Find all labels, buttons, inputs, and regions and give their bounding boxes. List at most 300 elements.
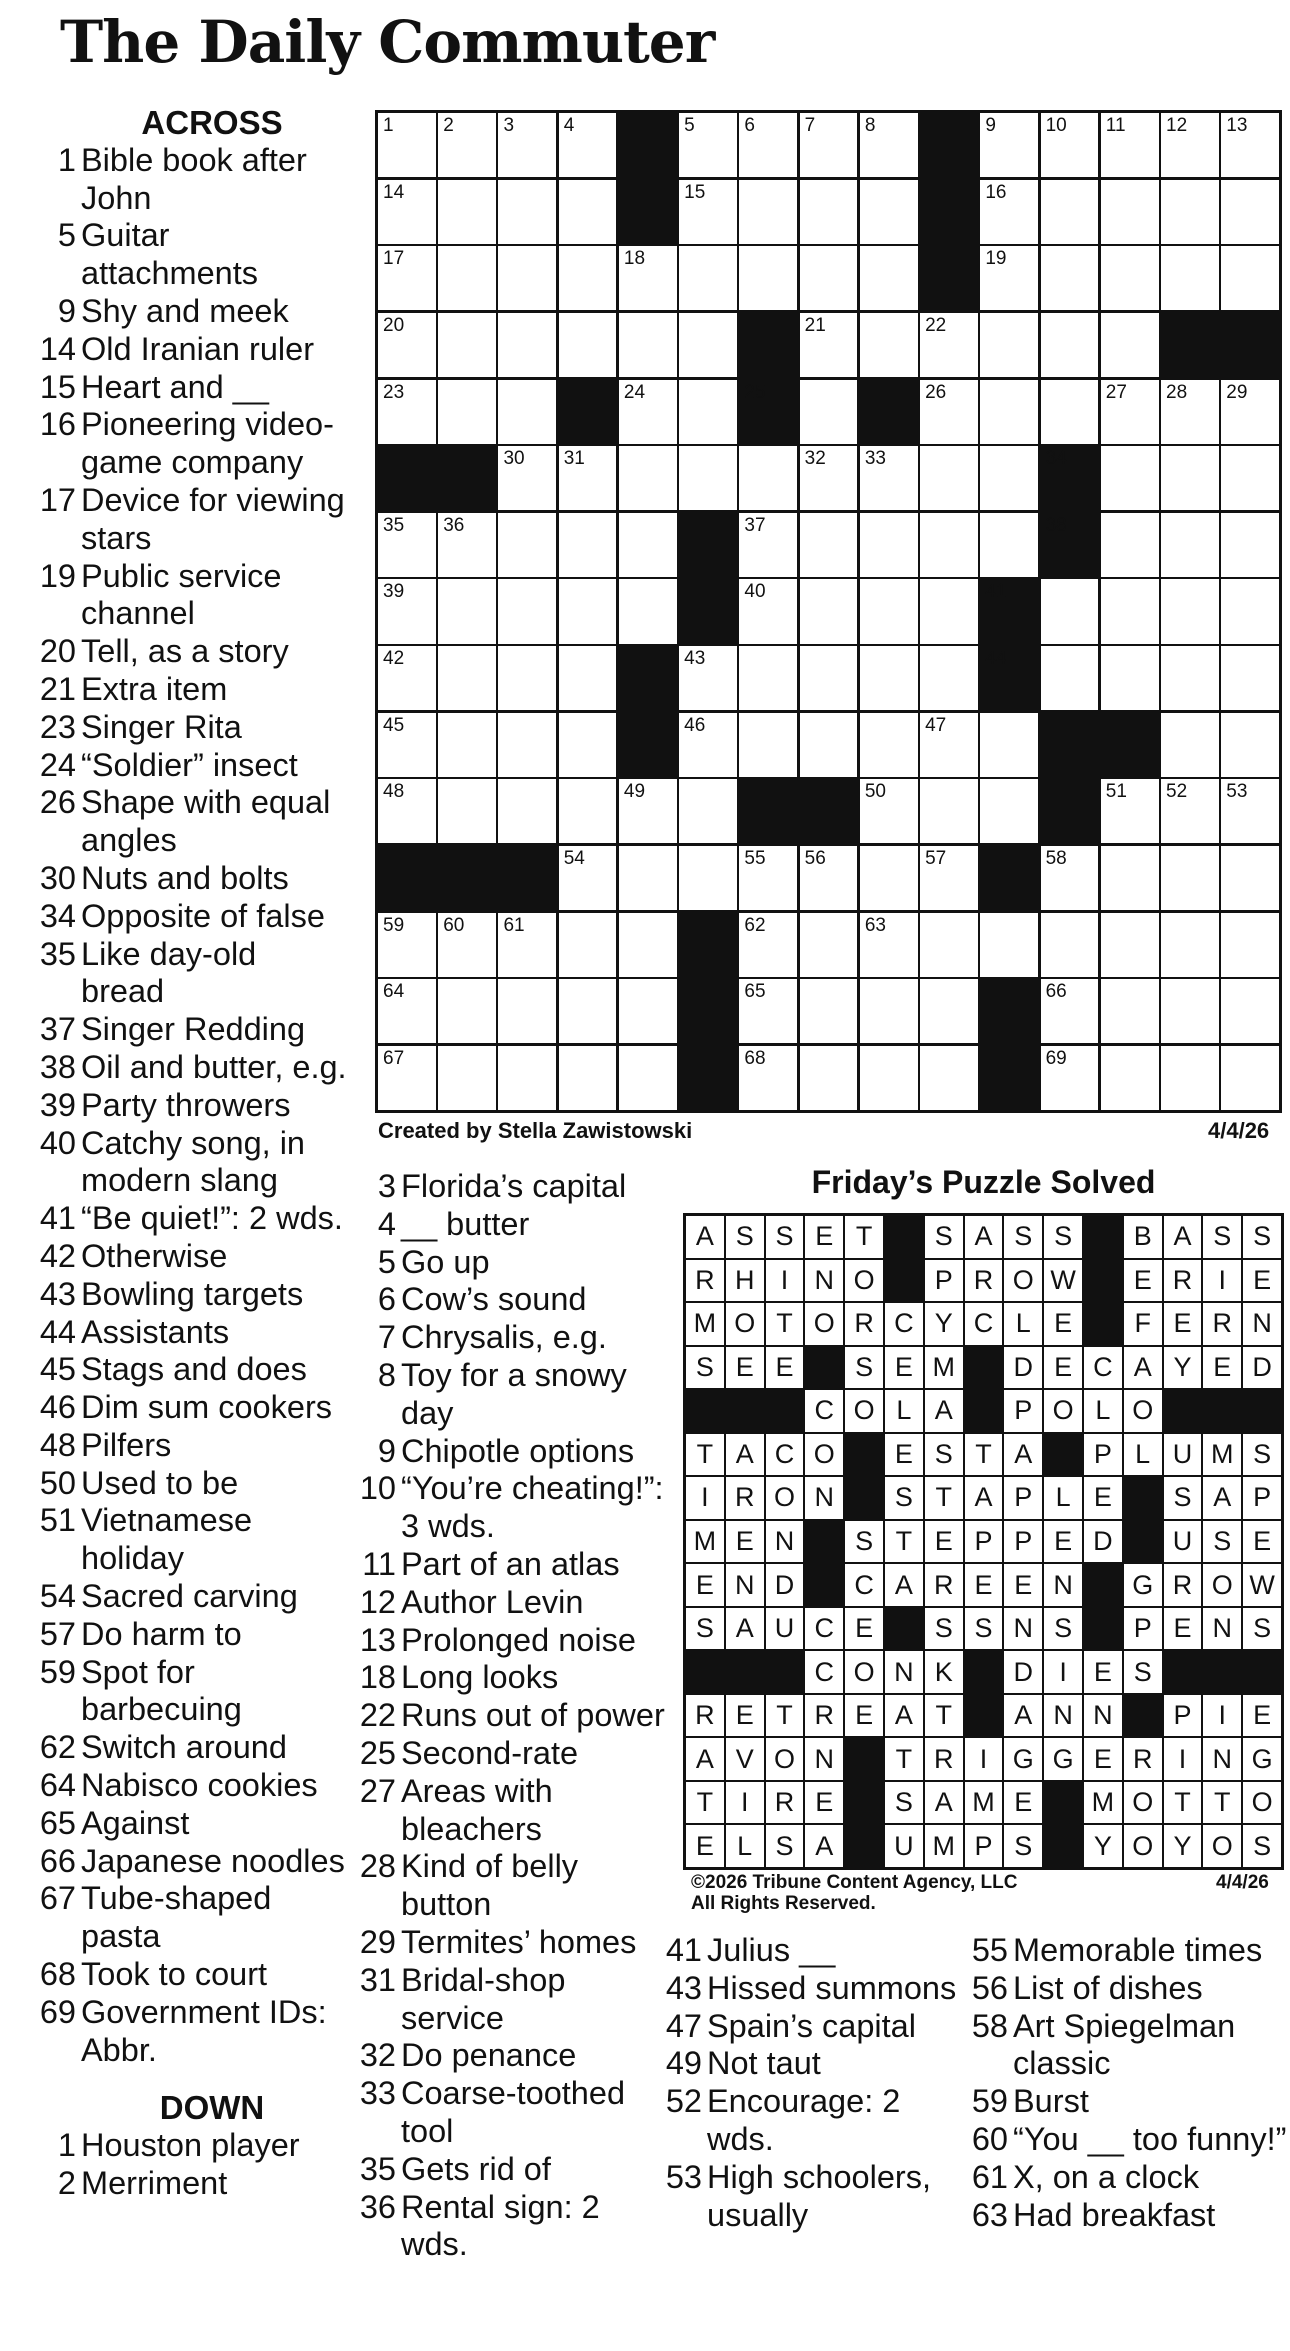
solution-cell: A [1004, 1434, 1042, 1476]
grid-cell[interactable] [378, 646, 436, 710]
grid-cell[interactable] [498, 446, 556, 510]
grid-cell[interactable] [980, 446, 1038, 510]
grid-cell[interactable] [498, 713, 556, 777]
grid-cell[interactable] [739, 913, 797, 977]
grid-cell[interactable] [1101, 646, 1159, 710]
clue-number: 34 [39, 897, 76, 934]
grid-cell[interactable] [438, 513, 496, 577]
clue-number: 67 [39, 1880, 76, 1917]
grid-cell[interactable] [1041, 846, 1099, 910]
grid-cell[interactable] [860, 446, 918, 510]
grid-cell[interactable] [860, 113, 918, 177]
solution-cell: E [1164, 1608, 1202, 1650]
grid-cell[interactable] [860, 246, 918, 310]
grid-cell[interactable] [1161, 713, 1219, 777]
clue-text: Do harm to [81, 1615, 242, 1652]
grid-cell[interactable] [1221, 513, 1279, 577]
grid-cell[interactable] [739, 246, 797, 310]
solution-cell: T [766, 1695, 804, 1737]
grid-cell[interactable] [679, 313, 737, 377]
grid-cell[interactable] [800, 979, 858, 1043]
solution-cell: R [845, 1303, 883, 1345]
cell-number: 21 [804, 314, 826, 336]
grid-cell[interactable] [378, 246, 436, 310]
grid-cell[interactable] [559, 1046, 617, 1110]
grid-cell[interactable] [679, 779, 737, 843]
grid-cell[interactable] [559, 246, 617, 310]
grid-cell[interactable] [800, 1046, 858, 1110]
across-clue-39 [38, 1087, 348, 1125]
grid-cell[interactable] [498, 246, 556, 310]
grid-cell[interactable] [1161, 1046, 1219, 1110]
grid-cell[interactable] [559, 313, 617, 377]
across-clue-66 [38, 1843, 348, 1881]
grid-cell[interactable] [1221, 979, 1279, 1043]
grid-cell[interactable] [1041, 246, 1099, 310]
grid-cell[interactable] [1221, 180, 1279, 244]
solution-cell: G [1243, 1738, 1281, 1780]
grid-cell[interactable] [860, 979, 918, 1043]
grid-cell[interactable] [980, 380, 1038, 444]
grid-cell[interactable] [800, 646, 858, 710]
grid-cell[interactable] [800, 913, 858, 977]
down-clue-63 [970, 2197, 1290, 2235]
down-clue-53 [664, 2159, 974, 2235]
grid-cell[interactable] [679, 380, 737, 444]
across-clue-37 [38, 1011, 348, 1049]
grid-cell[interactable] [378, 979, 436, 1043]
grid-cell[interactable] [920, 913, 978, 977]
solution-cell: S [925, 1434, 963, 1476]
grid-cell[interactable] [1221, 713, 1279, 777]
grid-cell[interactable] [860, 713, 918, 777]
grid-cell[interactable] [498, 180, 556, 244]
grid-cell[interactable] [438, 313, 496, 377]
grid-cell[interactable] [980, 913, 1038, 977]
grid-cell[interactable] [920, 446, 978, 510]
grid-cell[interactable] [980, 246, 1038, 310]
grid-cell[interactable] [1101, 446, 1159, 510]
grid-cell[interactable] [920, 579, 978, 643]
grid-cell[interactable] [1101, 313, 1159, 377]
solution-cell: P [965, 1521, 1003, 1563]
clue-text: Bible book after John [81, 141, 307, 216]
clue-number: 19 [39, 557, 76, 594]
grid-cell[interactable] [1041, 180, 1099, 244]
cell-number: 3 [503, 115, 515, 136]
solution-cell: T [1203, 1782, 1241, 1824]
solution-cell: E [1243, 1695, 1281, 1737]
grid-cell[interactable] [378, 913, 436, 977]
solution-cell: M [686, 1521, 724, 1563]
cell-number: 7 [804, 115, 816, 136]
grid-cell[interactable] [800, 380, 858, 444]
grid-cell[interactable] [920, 646, 978, 710]
solution-cell: O [766, 1477, 804, 1519]
solution-cell: E [845, 1608, 883, 1650]
grid-cell[interactable] [1101, 779, 1159, 843]
cell-number: 35 [383, 514, 405, 536]
grid-cell[interactable] [860, 180, 918, 244]
grid-cell[interactable] [739, 579, 797, 643]
grid-cell[interactable] [498, 646, 556, 710]
grid-cell[interactable] [920, 846, 978, 910]
grid-cell[interactable] [438, 113, 496, 177]
grid-cell[interactable] [559, 113, 617, 177]
clue-text: Coarse-toothed tool [401, 2075, 626, 2149]
grid-cell[interactable] [739, 180, 797, 244]
grid-cell[interactable] [739, 979, 797, 1043]
solution-cell: S [1203, 1216, 1241, 1258]
clue-number: 68 [39, 1956, 76, 1993]
grid-cell[interactable] [1221, 579, 1279, 643]
grid-cell[interactable] [619, 846, 677, 910]
grid-cell[interactable] [559, 913, 617, 977]
grid-cell[interactable] [1161, 646, 1219, 710]
grid-cell[interactable] [800, 180, 858, 244]
grid-cell[interactable] [559, 646, 617, 710]
cell-number: 64 [383, 981, 405, 1003]
grid-cell[interactable] [1161, 180, 1219, 244]
across-clue-54 [38, 1578, 348, 1616]
grid-cell[interactable] [1041, 979, 1099, 1043]
grid-cell[interactable] [679, 246, 737, 310]
grid-cell[interactable] [1161, 246, 1219, 310]
clue-text: Shape with equal angles [81, 784, 331, 859]
cell-number: 60 [443, 914, 465, 936]
grid-cell[interactable] [800, 246, 858, 310]
grid-cell[interactable] [920, 380, 978, 444]
grid-cell[interactable] [860, 313, 918, 377]
grid-cell[interactable] [1221, 846, 1279, 910]
clue-number: 26 [39, 784, 76, 821]
grid-cell[interactable] [619, 313, 677, 377]
grid-cell[interactable] [1101, 579, 1159, 643]
down-clue-43 [664, 1970, 974, 2008]
cell-number: 13 [1226, 115, 1248, 136]
grid-cell[interactable] [619, 979, 677, 1043]
clue-number: 56 [971, 1969, 1008, 2006]
grid-cell[interactable] [800, 579, 858, 643]
grid-cell[interactable] [800, 713, 858, 777]
grid-cell[interactable] [498, 380, 556, 444]
grid-cell[interactable] [679, 646, 737, 710]
solution-cell: E [805, 1782, 843, 1824]
solution-cell: U [1164, 1521, 1202, 1563]
grid-cell[interactable] [498, 579, 556, 643]
grid-cell[interactable] [438, 646, 496, 710]
grid-cell[interactable] [1041, 313, 1099, 377]
grid-cell[interactable] [860, 913, 918, 977]
grid-cell[interactable] [860, 646, 918, 710]
grid-cell[interactable] [1161, 380, 1219, 444]
solution-black-square [885, 1608, 923, 1650]
grid-cell[interactable] [438, 779, 496, 843]
grid-cell[interactable] [1161, 779, 1219, 843]
grid-cell[interactable] [860, 1046, 918, 1110]
cell-number: 25 [744, 381, 766, 403]
grid-cell[interactable] [619, 579, 677, 643]
grid-cell[interactable] [920, 979, 978, 1043]
grid-cell[interactable] [739, 846, 797, 910]
puzzle-date: 4/4/26 [1208, 1118, 1270, 1143]
grid-cell[interactable] [1221, 246, 1279, 310]
solution-cell: R [965, 1260, 1003, 1302]
down-clue-36 [358, 2189, 668, 2265]
solution-cell: B [1124, 1216, 1162, 1258]
grid-cell[interactable] [920, 513, 978, 577]
solution-cell: E [1084, 1477, 1122, 1519]
solution-black-square [1243, 1651, 1281, 1693]
grid-cell[interactable] [860, 579, 918, 643]
grid-cell[interactable] [679, 846, 737, 910]
black-square [980, 646, 1038, 710]
solution-cell: N [885, 1651, 923, 1693]
clue-number: 18 [359, 1659, 396, 1696]
grid-cell[interactable] [739, 713, 797, 777]
solution-black-square [1243, 1390, 1281, 1432]
grid-cell[interactable] [619, 246, 677, 310]
grid-cell[interactable] [559, 446, 617, 510]
grid-cell[interactable] [860, 513, 918, 577]
grid-cell[interactable] [1101, 979, 1159, 1043]
grid-cell[interactable] [559, 846, 617, 910]
clue-text: Pilfers [81, 1426, 172, 1463]
grid-cell[interactable] [1221, 913, 1279, 977]
grid-cell[interactable] [1161, 113, 1219, 177]
grid-cell[interactable] [679, 446, 737, 510]
copyright-notice [691, 1872, 1018, 1914]
solution-cell: L [1044, 1477, 1082, 1519]
grid-cell[interactable] [378, 713, 436, 777]
cell-number: 61 [503, 914, 525, 936]
grid-cell[interactable] [1101, 846, 1159, 910]
clue-number: 39 [39, 1086, 76, 1123]
cell-number: 65 [744, 981, 766, 1003]
grid-cell[interactable] [1221, 646, 1279, 710]
grid-cell[interactable] [800, 113, 858, 177]
grid-cell[interactable] [438, 1046, 496, 1110]
down-clue-60 [970, 2121, 1290, 2159]
grid-cell[interactable] [498, 513, 556, 577]
solution-cell: R [1203, 1303, 1241, 1345]
grid-cell[interactable] [679, 180, 737, 244]
solution-cell: W [1243, 1564, 1281, 1606]
solution-cell: I [1203, 1695, 1241, 1737]
grid-cell[interactable] [498, 779, 556, 843]
grid-cell[interactable] [438, 246, 496, 310]
grid-cell[interactable] [378, 313, 436, 377]
cell-number: 44 [985, 648, 1007, 670]
grid-cell[interactable] [378, 180, 436, 244]
solution-cell: R [686, 1260, 724, 1302]
grid-cell[interactable] [739, 1046, 797, 1110]
grid-cell[interactable] [679, 713, 737, 777]
grid-cell[interactable] [980, 513, 1038, 577]
grid-cell[interactable] [378, 113, 436, 177]
grid-cell[interactable] [1221, 446, 1279, 510]
grid-cell[interactable] [559, 979, 617, 1043]
clue-text: Old Iranian ruler [81, 330, 315, 367]
down-clue-59 [970, 2083, 1290, 2121]
grid-cell[interactable] [559, 779, 617, 843]
clue-number: 28 [359, 1848, 396, 1885]
grid-cell[interactable] [438, 180, 496, 244]
grid-cell[interactable] [800, 513, 858, 577]
grid-cell[interactable] [1101, 246, 1159, 310]
grid-cell[interactable] [619, 380, 677, 444]
solution-cell: E [686, 1825, 724, 1867]
grid-cell[interactable] [920, 313, 978, 377]
grid-cell[interactable] [378, 1046, 436, 1110]
solution-black-square [845, 1782, 883, 1824]
grid-cell[interactable] [498, 313, 556, 377]
solution-cell: C [805, 1651, 843, 1693]
grid-cell[interactable] [559, 513, 617, 577]
grid-cell[interactable] [1161, 513, 1219, 577]
grid-cell[interactable] [800, 446, 858, 510]
grid-cell[interactable] [378, 779, 436, 843]
cell-number: 16 [985, 181, 1007, 203]
clue-column-4 [970, 1932, 1290, 2234]
clue-number: 47 [665, 2007, 702, 2044]
solution-cell: S [726, 1216, 764, 1258]
grid-cell[interactable] [980, 180, 1038, 244]
across-clue-34 [38, 898, 348, 936]
solution-black-square [885, 1216, 923, 1258]
clue-number: 16 [39, 406, 76, 443]
clue-text: Oil and butter, e.g. [81, 1048, 347, 1085]
solution-black-square [965, 1651, 1003, 1693]
solution-black-square [965, 1347, 1003, 1389]
grid-cell[interactable] [1041, 1046, 1099, 1110]
grid-cell[interactable] [378, 513, 436, 577]
grid-cell[interactable] [438, 380, 496, 444]
grid-cell[interactable] [980, 779, 1038, 843]
clue-number: 42 [39, 1237, 76, 1274]
clue-text: Toy for a snowy day [401, 1356, 627, 1431]
clue-number: 51 [39, 1502, 76, 1539]
clue-number: 35 [359, 2150, 396, 2187]
solution-cell: E [1084, 1651, 1122, 1693]
solution-black-square [726, 1651, 764, 1693]
clue-number: 4 [377, 1205, 396, 1242]
clue-text: Vietnamese holiday [81, 1502, 253, 1577]
grid-cell[interactable] [980, 113, 1038, 177]
solution-cell: M [1203, 1434, 1241, 1476]
copyright-line-1: ©2026 Tribune Content Agency, LLC [691, 1872, 1018, 1893]
grid-cell[interactable] [1161, 979, 1219, 1043]
clue-text: “You __ too funny!” [1013, 2120, 1287, 2157]
grid-cell[interactable] [800, 313, 858, 377]
grid-cell[interactable] [1101, 113, 1159, 177]
clue-number: 24 [39, 746, 76, 783]
grid-cell[interactable] [378, 380, 436, 444]
grid-cell[interactable] [1101, 180, 1159, 244]
grid-cell[interactable] [980, 713, 1038, 777]
grid-cell[interactable] [619, 913, 677, 977]
grid-cell[interactable] [1101, 1046, 1159, 1110]
cell-number: 47 [925, 714, 947, 736]
grid-cell[interactable] [739, 446, 797, 510]
cell-number: 36 [443, 514, 465, 536]
clue-number: 3 [377, 1168, 396, 1204]
grid-cell[interactable] [1221, 779, 1279, 843]
clue-text: Guitar attachments [81, 217, 259, 292]
grid-cell[interactable] [619, 446, 677, 510]
grid-cell[interactable] [438, 579, 496, 643]
clue-column-2 [358, 1168, 668, 2264]
solution-cell: R [766, 1782, 804, 1824]
grid-cell[interactable] [1221, 380, 1279, 444]
grid-cell[interactable] [800, 846, 858, 910]
solution-cell: E [845, 1695, 883, 1737]
clue-text: Part of an atlas [401, 1545, 620, 1582]
grid-cell[interactable] [1161, 579, 1219, 643]
solution-cell: L [1084, 1390, 1122, 1432]
solution-cell: O [1124, 1825, 1162, 1867]
grid-cell[interactable] [438, 713, 496, 777]
grid-cell[interactable] [739, 113, 797, 177]
grid-cell[interactable] [1161, 846, 1219, 910]
grid-cell[interactable] [920, 1046, 978, 1110]
grid-cell[interactable] [619, 1046, 677, 1110]
grid-cell[interactable] [1041, 646, 1099, 710]
grid-cell[interactable] [498, 113, 556, 177]
grid-cell[interactable] [559, 579, 617, 643]
across-clue-30 [38, 860, 348, 898]
grid-cell[interactable] [559, 180, 617, 244]
clue-number: 43 [665, 1969, 702, 2006]
grid-cell[interactable] [1221, 1046, 1279, 1110]
grid-cell[interactable] [1041, 579, 1099, 643]
grid-cell[interactable] [860, 779, 918, 843]
grid-cell[interactable] [679, 113, 737, 177]
grid-cell[interactable] [619, 779, 677, 843]
grid-cell[interactable] [498, 1046, 556, 1110]
down-clue-61 [970, 2159, 1290, 2197]
black-square [438, 446, 496, 510]
grid-cell[interactable] [1041, 913, 1099, 977]
grid-cell[interactable] [1221, 113, 1279, 177]
cell-number: 17 [383, 248, 405, 270]
grid-cell[interactable] [438, 979, 496, 1043]
grid-cell[interactable] [1101, 513, 1159, 577]
grid-cell[interactable] [1041, 380, 1099, 444]
grid-cell[interactable] [1101, 913, 1159, 977]
solution-cell: E [1044, 1303, 1082, 1345]
grid-cell[interactable] [1161, 446, 1219, 510]
grid-cell[interactable] [378, 579, 436, 643]
grid-cell[interactable] [980, 313, 1038, 377]
grid-cell[interactable] [619, 513, 677, 577]
grid-cell[interactable] [498, 979, 556, 1043]
grid-cell[interactable] [739, 513, 797, 577]
across-clue-35 [38, 936, 348, 1012]
clue-text: Shy and meek [81, 292, 289, 329]
grid-cell[interactable] [438, 913, 496, 977]
grid-cell[interactable] [559, 713, 617, 777]
grid-cell[interactable] [1101, 380, 1159, 444]
grid-cell[interactable] [860, 846, 918, 910]
grid-cell[interactable] [1161, 913, 1219, 977]
grid-cell[interactable] [920, 779, 978, 843]
grid-cell[interactable] [920, 713, 978, 777]
grid-cell[interactable] [1041, 113, 1099, 177]
grid-cell[interactable] [498, 913, 556, 977]
black-square [739, 380, 797, 444]
grid-cell[interactable] [739, 646, 797, 710]
